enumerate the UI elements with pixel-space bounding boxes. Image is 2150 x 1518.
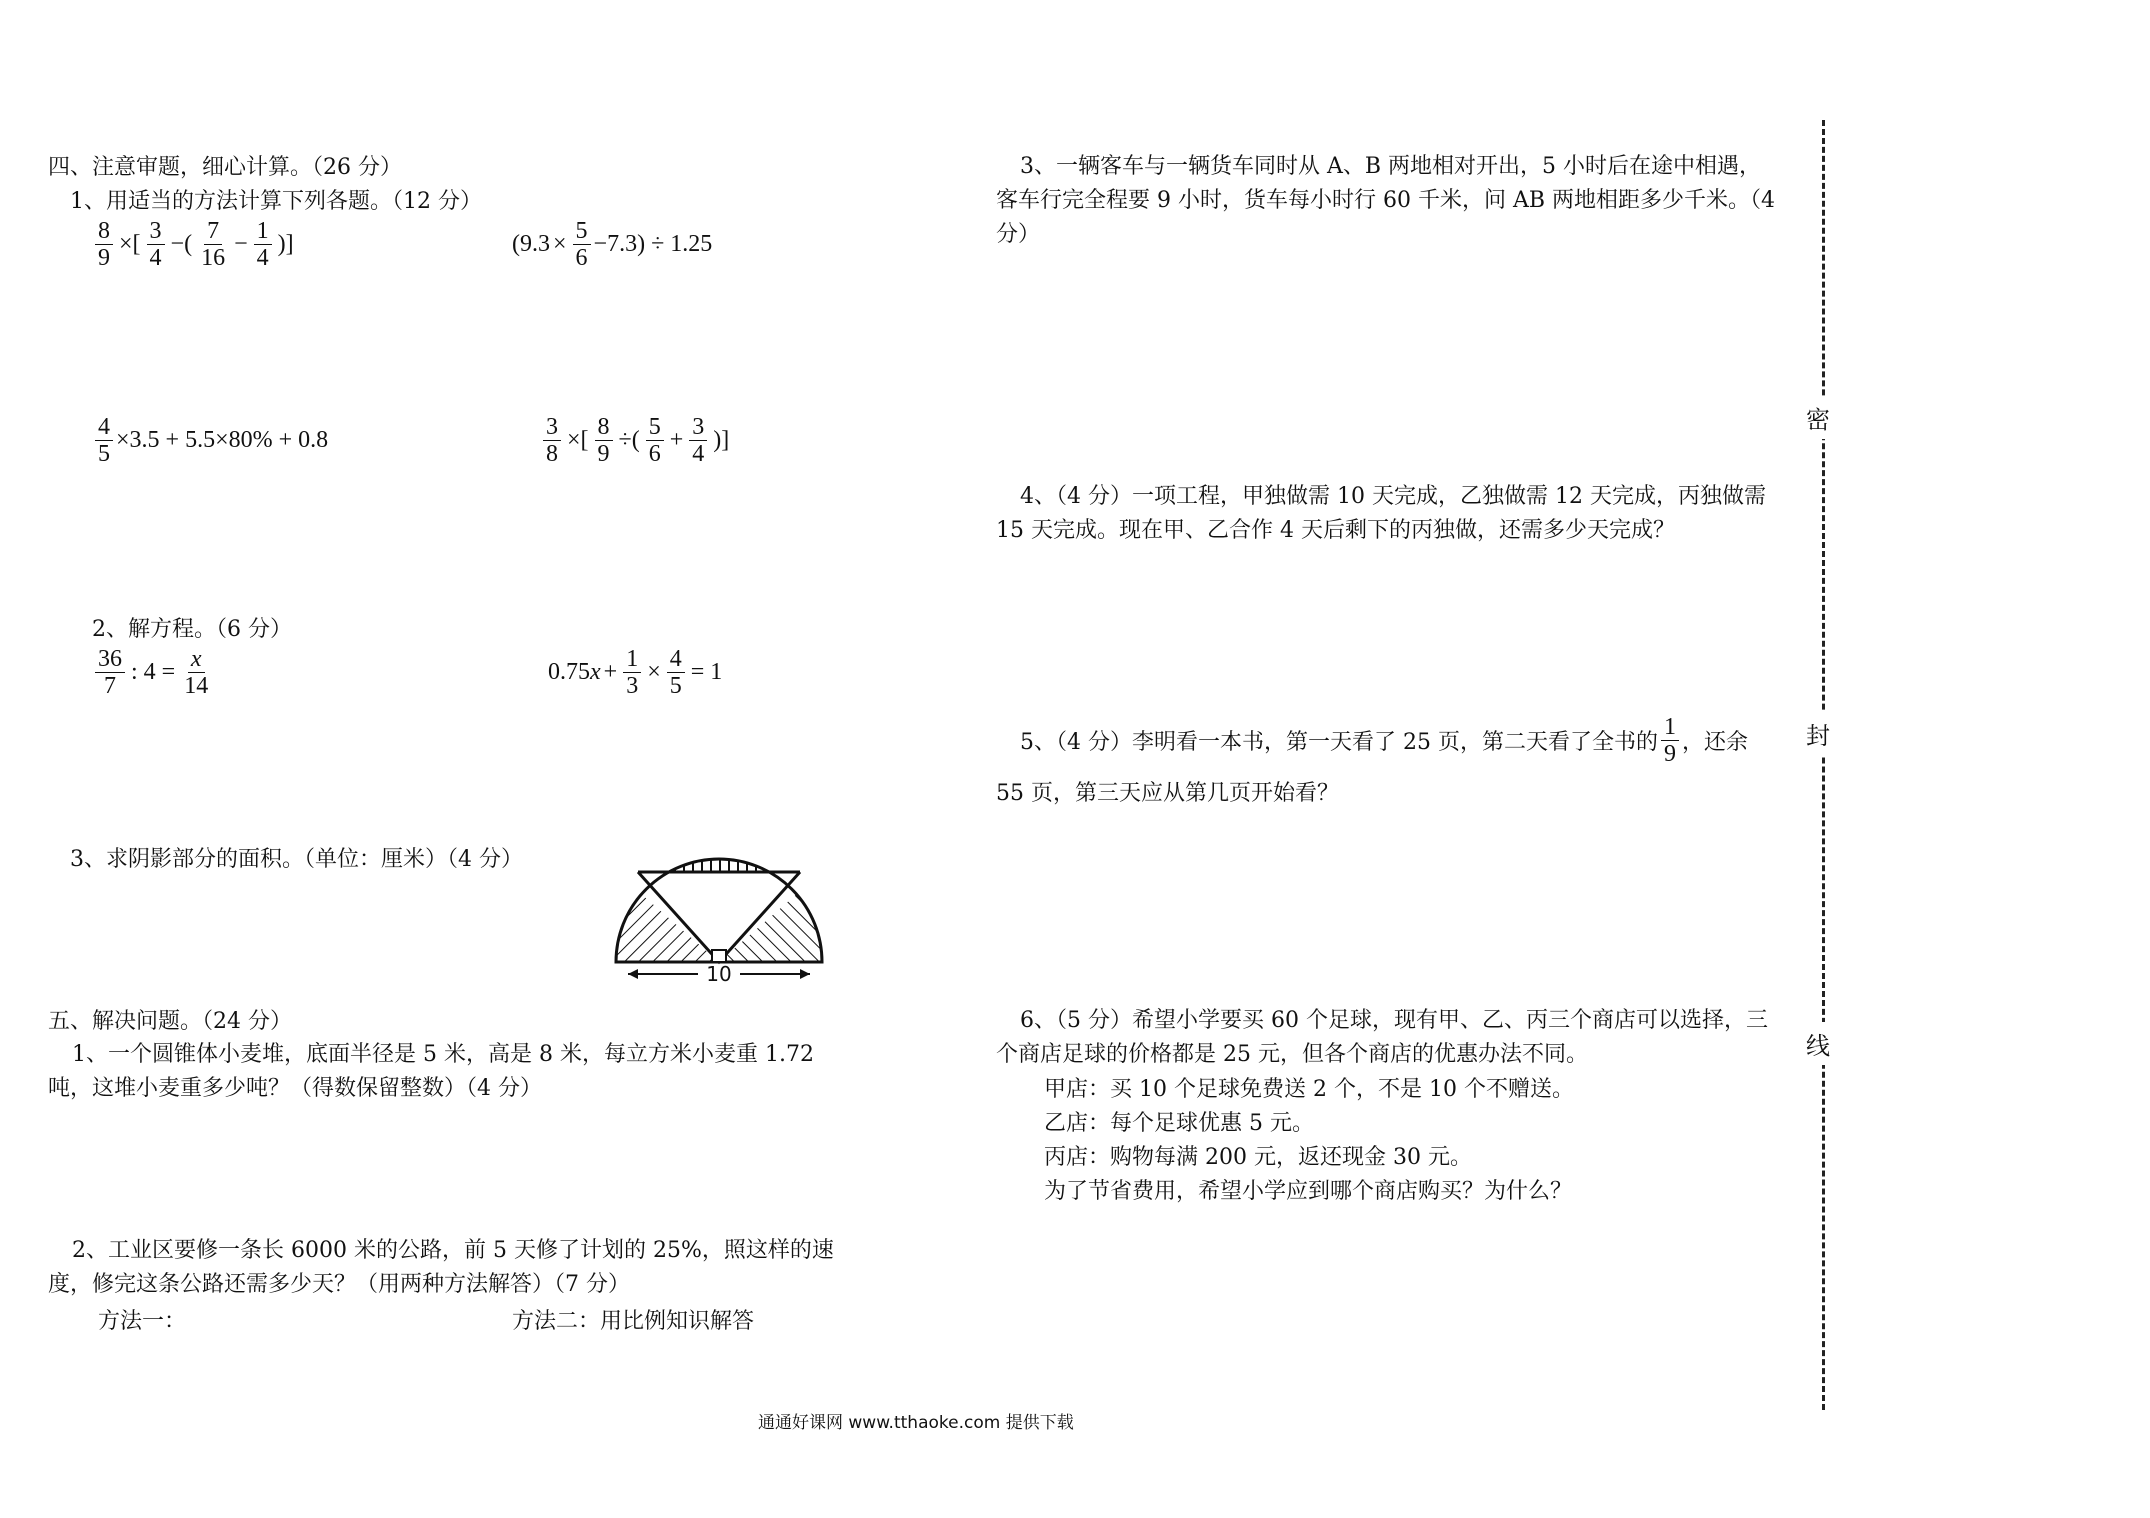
section5-heading: 五、解决问题。（24 分） [48,1009,292,1034]
shaded-area-figure [608,822,830,982]
q2-title: 2、解方程。（6 分） [92,617,292,642]
expression-2: (9.3 × $\frac{5}{6}$ −7.3) ÷ 1.25 [512,218,713,271]
shop-bing: 丙店：购物每满 200 元，返还现金 30 元。 [1044,1145,1472,1170]
shop-jia: 甲店：买 10 个足球免费送 2 个，不是 10 个不赠送。 [1044,1077,1574,1102]
section4-heading: 四、注意审题，细心计算。（26 分） [48,155,402,180]
seal-feng: 封 [1806,712,1830,755]
right-q4: 4、（4 分）一项工程，甲独做需 10 天完成，乙独做需 12 天完成，丙独做需 15 天完成。现在甲、乙合作 4 天后剩下的丙独做，还需多少天完成？ [996,484,1766,543]
equation-2: 0.75 x + $\frac{1}{3}$ × $\frac{4}{5}$ = 1 [548,646,723,699]
final-question: 为了节省费用，希望小学应到哪个商店购买？为什么？ [1044,1179,1573,1204]
equation-1: $\frac{36}{7}$ : 4 = $\frac{x}{14}$ [92,646,214,699]
right-q3: 3、一辆客车与一辆货车同时从 A、B 两地相对开出，5 小时后在途中相遇，客车行完全程要 9 小时，货车每小时行 60 千米，问 AB 两地相距多少千米。（4 分） [996,154,1776,247]
q3-title: 3、求阴影部分的面积。（单位：厘米）（4 分） [70,847,523,872]
binding-dashed-line [1822,120,1825,1410]
method-one: 方法一： [98,1309,187,1334]
method-two: 方法二：用比例知识解答 [512,1309,755,1334]
shop-yi: 乙店：每个足球优惠 5 元。 [1044,1111,1314,1136]
section5-q1: 1、一个圆锥体小麦堆，底面半径是 5 米，高是 8 米，每立方米小麦重 1.72 吨，这堆小麦重多少吨？（得数保留整数）（4 分） [48,1042,814,1101]
q1-title: 1、用适当的方法计算下列各题。（12 分） [70,189,482,214]
expression-4: $\frac{3}{8}$ ×[ $\frac{8}{9}$ ÷( $\frac{5}{6}$ + $\frac{3}{4}$ )] [540,414,732,467]
figure-length-label: 10 [706,962,732,982]
right-q5-line1: 5、（4 分）李明看一本书，第一天看了 25 页，第二天看了全书的 $\frac{1}{9}$ ，还余 [1020,714,1748,767]
expression-1: $\frac{8}{9}$ ×[ $\frac{3}{4}$ −( $\frac{7}{16}$ − $\frac{1}{4}$ )] [92,218,297,271]
expression-3: $\frac{4}{5}$ ×3.5 + 5.5×80% + 0.8 [92,414,328,467]
right-q6: 6、（5 分）希望小学要买 60 个足球，现有甲、乙、丙三个商店可以选择，三个商店足球的价格都是 25 元，但各个商店的优惠办法不同。 [996,1008,1768,1067]
footer-source: 通通好课网 www.tthaoke.com 提供下载 [758,1413,1074,1433]
right-q5-line2: 55 页，第三天应从第几页开始看？ [996,781,1339,806]
seal-xian: 线 [1806,1022,1830,1065]
section5-q2: 2、工业区要修一条长 6000 米的公路，前 5 天修了计划的 25%，照这样的速度，修完这条公路还需多少天？（用两种方法解答）（7 分） [48,1238,834,1297]
seal-mi: 密 [1806,396,1830,439]
